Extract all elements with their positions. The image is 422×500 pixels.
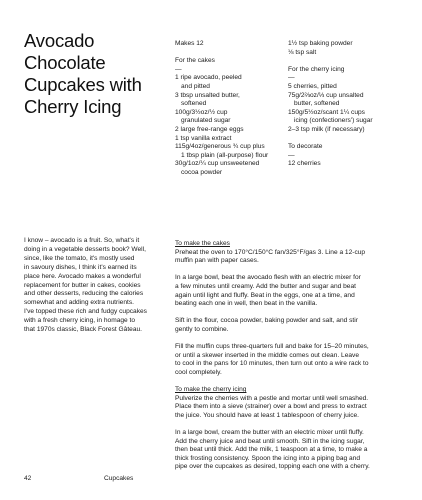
ingredients-column-right: [288, 40, 398, 169]
intro-line: since, like the tomato, it's mostly used: [24, 254, 135, 262]
ingredient-line: —: [288, 74, 295, 82]
method-line: Sift in the flour, cocoa powder, baking powder and salt, and stir: [175, 317, 358, 325]
method-line: a few minutes until creamy. Add the butter and sugar and beat: [175, 282, 356, 290]
method-line: Add the cherry juice and beat until smooth. Sift in the icing sugar,: [175, 437, 365, 445]
intro-line: in savoury dishes, I think it's earned its: [24, 263, 137, 271]
intro-line: somewhat and adding extra nutrients.: [24, 299, 134, 307]
ingredient-line: butter, softened: [294, 100, 340, 108]
intro-text: [24, 237, 162, 335]
ingredient-line: 115g/4oz/generous ¾ cup plus: [175, 143, 265, 151]
ingredient-line: 1½ tsp baking powder: [288, 40, 353, 47]
ingredient-line: 75g/2⅔oz/⅓ cup unsalted: [288, 91, 364, 99]
title-line: Cupcakes with: [24, 74, 142, 95]
ingredient-line: granulated sugar: [181, 117, 231, 125]
ingredient-line: Makes 12: [175, 40, 204, 47]
ingredient-line: cocoa powder: [181, 168, 223, 176]
ingredient-line: 1 ripe avocado, peeled: [175, 74, 242, 82]
method-paragraph: [175, 317, 397, 334]
ingredient-line: 2–3 tsp milk (if necessary): [288, 125, 365, 133]
ingredient-line: 12 cherries: [288, 160, 321, 168]
method-line: again until light and fluffy. Beat in the eggs, one at a time, and: [175, 291, 355, 299]
intro-line: I know – avocado is a fruit. So, what's it: [24, 237, 140, 244]
ingredient-line: 5 cherries, pitted: [288, 82, 337, 90]
ingredient-line: 150g/5½oz/scant 1¼ cups: [288, 108, 365, 116]
ingredient-gap: [175, 49, 270, 58]
method-line: then beat until thick. Add the milk, 1 teaspoon at a time, to make a: [175, 446, 368, 454]
page-number: 42: [24, 475, 32, 482]
ingredient-line: 2 large free-range eggs: [175, 125, 244, 133]
method-line: Pulverize the cherries with a pestle and mortar until well smashed.: [175, 394, 369, 402]
method-line: Place them into a sieve (strainer) over a bowl and press to extract: [175, 403, 367, 411]
title-line: Avocado: [24, 30, 95, 51]
ingredient-gap: [288, 135, 398, 144]
title-line: Chocolate: [24, 52, 106, 73]
intro-line: place here. Avocado makes a wonderful: [24, 272, 141, 280]
method-line: to cool in the pans for 10 minutes, then turn out onto a wire rack to: [175, 360, 369, 368]
ingredient-line: 100g/3½oz/½ cup: [175, 108, 228, 116]
method-line: Preheat the oven to 170°C/150°C fan/325°F/gas 3. Line a 12-cup: [175, 248, 366, 256]
method-line: Fill the muffin cups three-quarters full and bake for 15–20 minutes,: [175, 343, 369, 351]
ingredient-line: —: [175, 65, 182, 73]
intro-line: replacement for butter in cakes, cookies: [24, 281, 141, 289]
method-line: or until a skewer inserted in the middle comes out clean. Leave: [175, 351, 359, 359]
method-line: gently to combine.: [175, 325, 229, 333]
method-heading: To make the cherry icing: [175, 386, 247, 394]
intro-line: and other desserts, reducing the calories: [24, 290, 144, 298]
title-line: Cherry Icing: [24, 96, 122, 117]
ingredient-line: For the cakes: [175, 57, 215, 65]
method-paragraph: [175, 274, 397, 308]
method-text: [175, 240, 397, 481]
ingredient-gap: [288, 57, 398, 66]
ingredient-line: —: [288, 151, 295, 159]
ingredient-line: To decorate: [288, 143, 323, 151]
method-line: beating each one in well, then beat in the vanilla.: [175, 300, 318, 308]
method-line: the juice. You should have at least 1 tablespoon of cherry juice.: [175, 411, 360, 419]
ingredient-line: 30g/1oz/¼ cup unsweetened: [175, 160, 260, 168]
ingredient-line: and pitted: [181, 82, 210, 90]
method-heading: To make the cakes: [175, 240, 230, 247]
ingredients-column-left: [175, 40, 270, 178]
method-line: thick frosting consistency. Spoon the icing into a piping bag and: [175, 454, 360, 462]
method-paragraph: [175, 429, 397, 472]
method-line: muffin pan with paper cases.: [175, 257, 259, 265]
method-line: In a large bowl, cream the butter with an electric mixer until fluffy.: [175, 429, 364, 437]
intro-line: I've topped these rich and fudgy cupcakes: [24, 308, 147, 316]
ingredient-line: 3 tbsp unsalted butter,: [175, 91, 240, 99]
ingredient-line: 1 tbsp plain (all-purpose) flour: [181, 151, 269, 159]
ingredient-line: icing (confectioners') sugar: [294, 117, 373, 125]
method-paragraph: [175, 343, 397, 377]
ingredient-line: ⅛ tsp salt: [288, 48, 317, 56]
intro-line: with a fresh cherry icing, in homage to: [24, 317, 136, 325]
ingredient-line: 1 tsp vanilla extract: [175, 134, 232, 142]
ingredient-line: For the cherry icing: [288, 65, 345, 73]
method-line: In a large bowl, beat the avocado flesh with an electric mixer for: [175, 274, 361, 282]
method-line: pipe over the cupcakes as desired, topping each one with a cherry.: [175, 463, 370, 471]
section-name: Cupcakes: [104, 475, 134, 482]
intro-line: that 1970s classic, Black Forest Gâteau.: [24, 326, 143, 334]
ingredient-line: softened: [181, 100, 207, 108]
method-line: cool completely.: [175, 368, 222, 376]
intro-line: doing in a vegetable desserts book? Well,: [24, 245, 146, 253]
method-paragraph: [175, 395, 397, 421]
recipe-title: [24, 30, 164, 118]
method-paragraph: [175, 249, 397, 266]
